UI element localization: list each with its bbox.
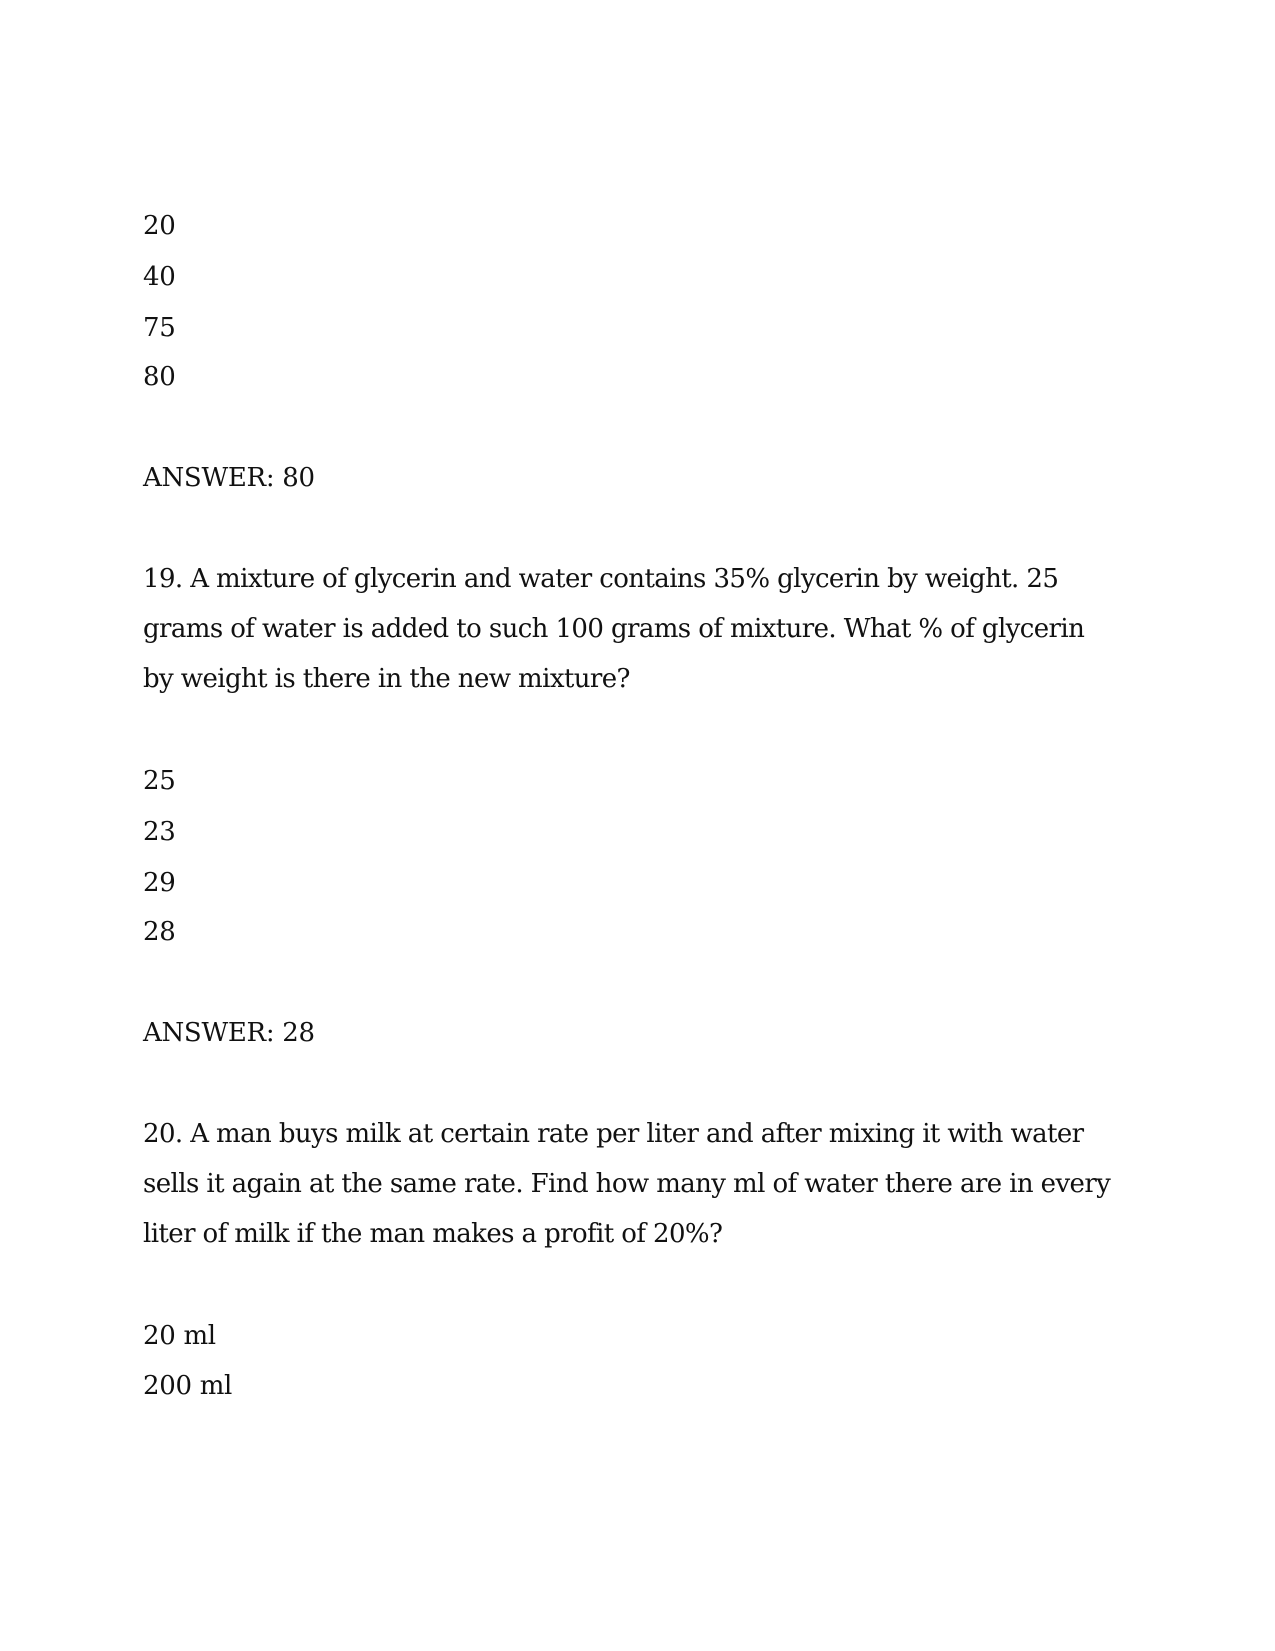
- option: 40: [143, 262, 176, 292]
- question-text-line: liter of milk if the man makes a profit of 20%?: [143, 1219, 723, 1249]
- option: 20: [143, 211, 176, 241]
- question-text-line: by weight is there in the new mixture?: [143, 664, 630, 694]
- option: 200 ml: [143, 1371, 233, 1401]
- option: 80: [143, 362, 176, 392]
- option: 29: [143, 868, 176, 898]
- question-text-line: sells it again at the same rate. Find how many ml of water there are in every: [143, 1169, 1111, 1199]
- answer: ANSWER: 28: [143, 1018, 315, 1048]
- option: 75: [143, 313, 176, 343]
- option: 28: [143, 917, 176, 947]
- question-text-line: 20. A man buys milk at certain rate per liter and after mixing it with water: [143, 1119, 1084, 1149]
- option: 25: [143, 766, 176, 796]
- question-text-line: 19. A mixture of glycerin and water contains 35% glycerin by weight. 25: [143, 564, 1059, 594]
- option: 20 ml: [143, 1321, 216, 1351]
- question-text-line: grams of water is added to such 100 grams of mixture. What % of glycerin: [143, 614, 1085, 644]
- option: 23: [143, 817, 176, 847]
- answer: ANSWER: 80: [143, 463, 315, 493]
